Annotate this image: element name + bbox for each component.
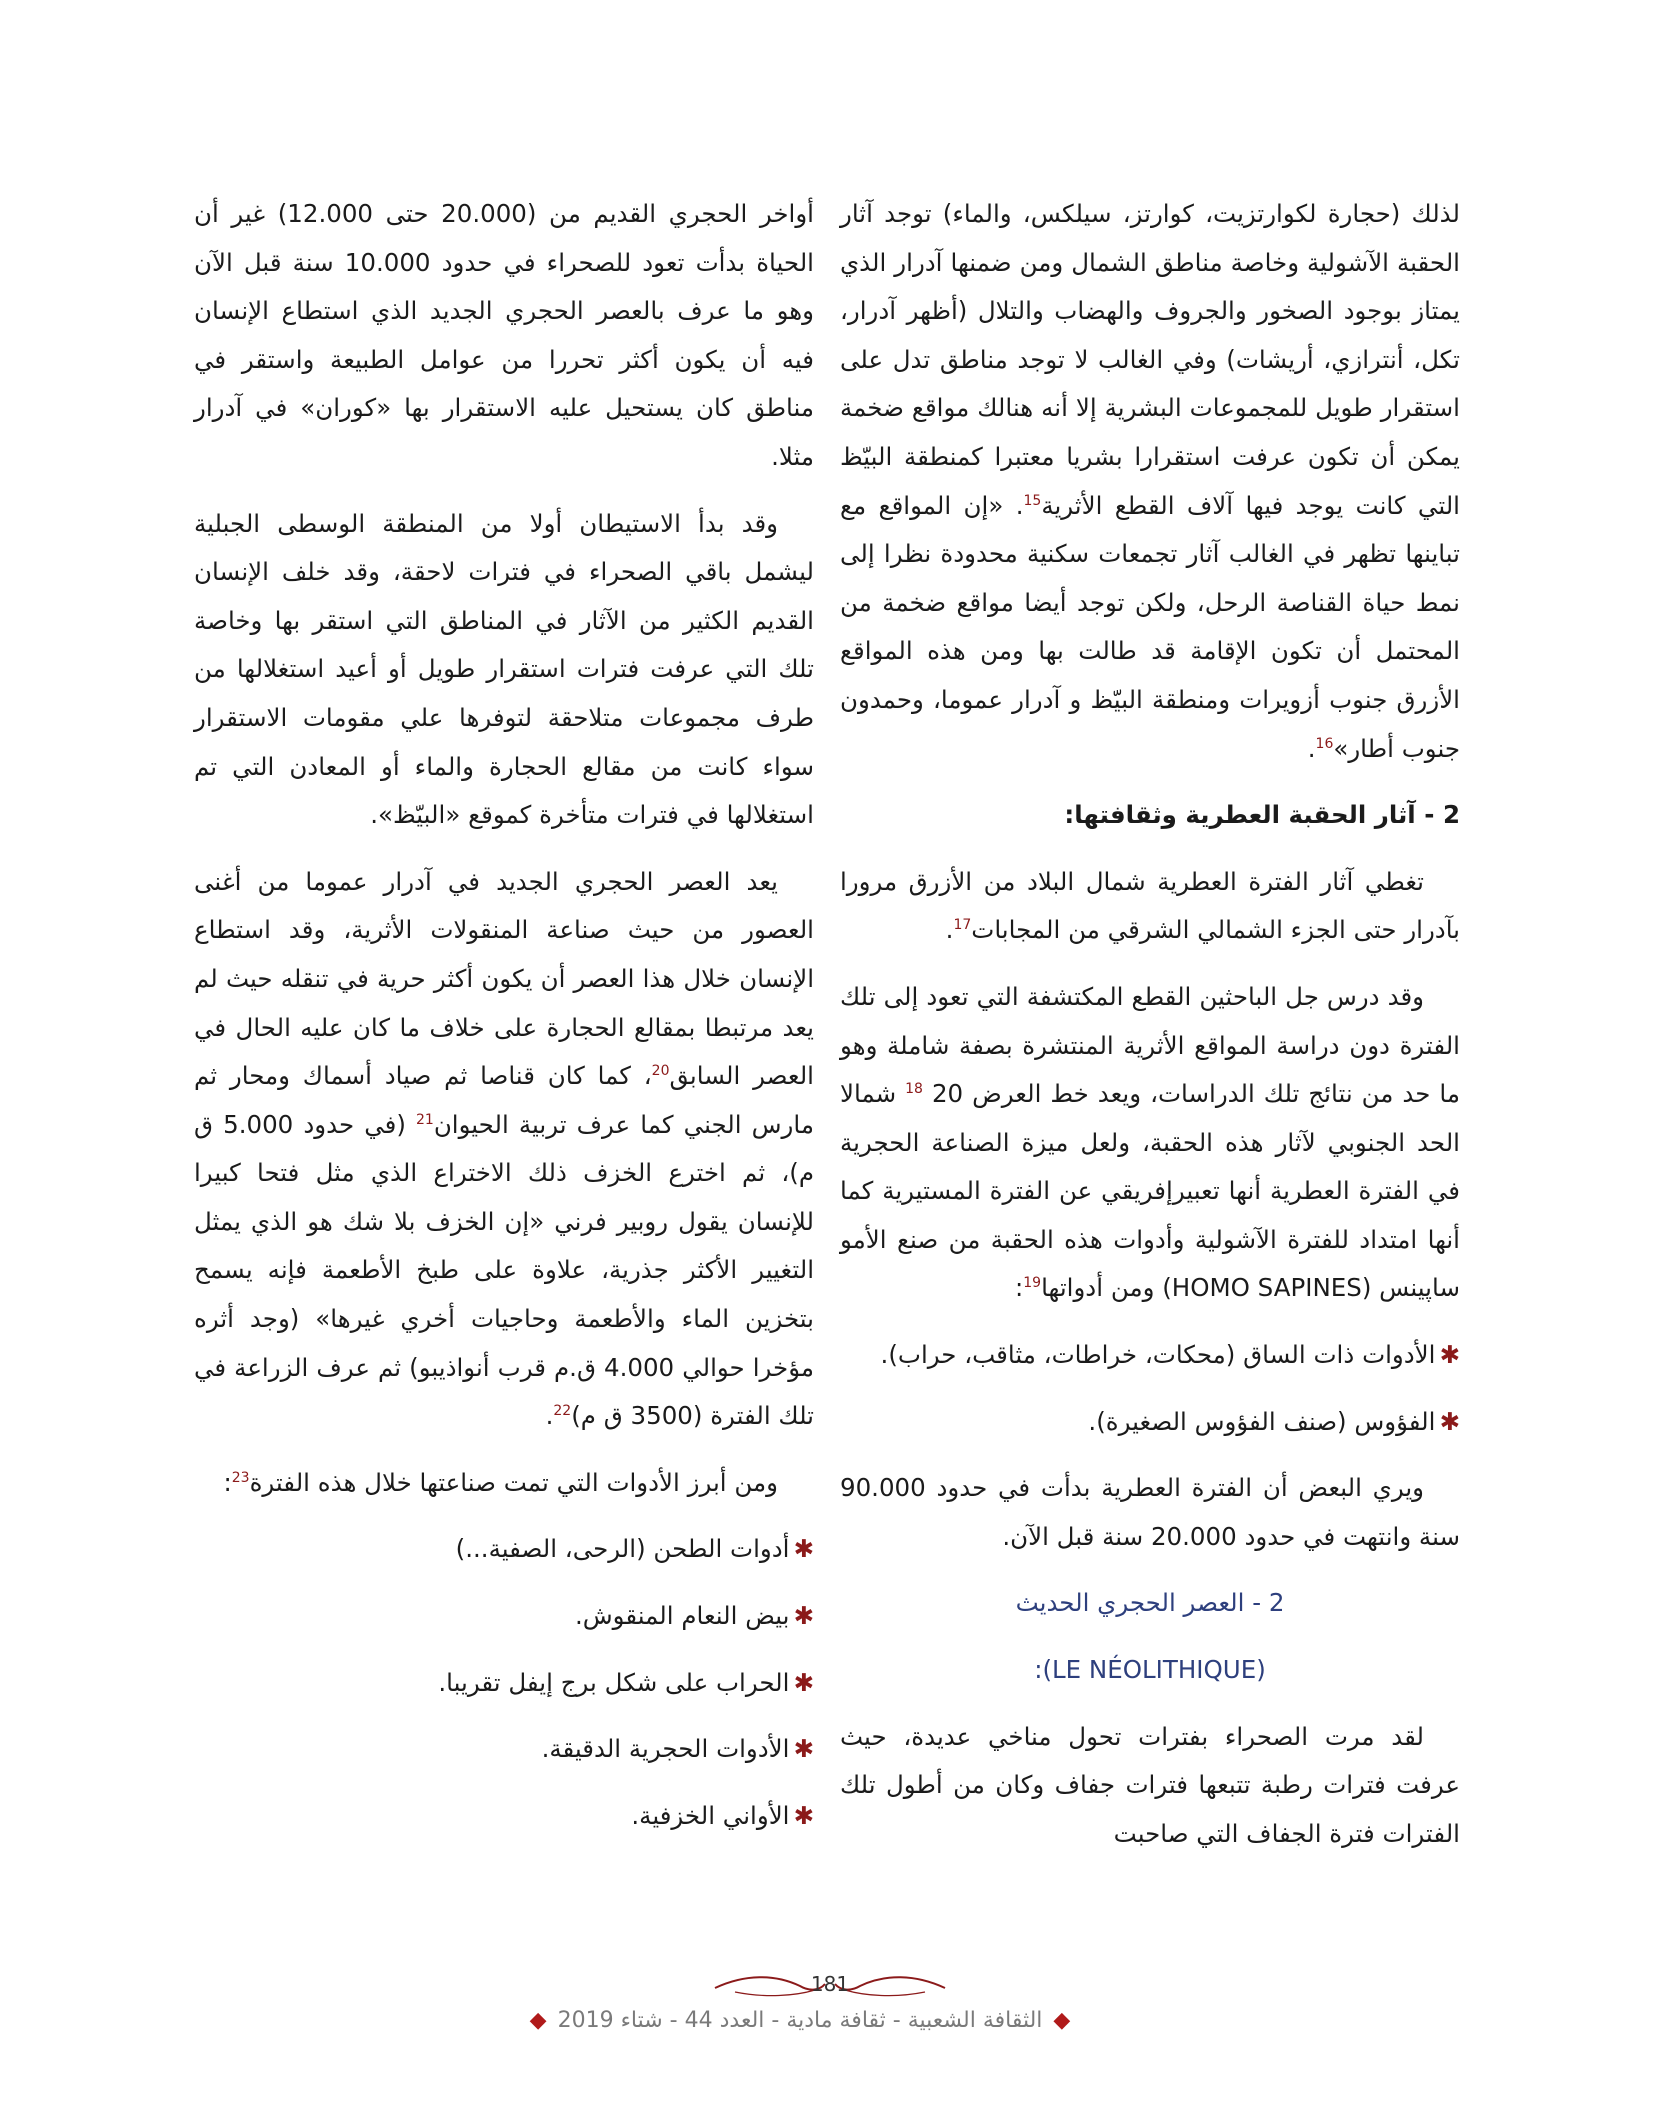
left-column [194, 190, 814, 1858]
paragraph-text: يعد العصر الحجري الجديد في آدرار عموما من أغنى العصور من حيث صناعة المنقولات الأثرية، وقد استطاع الإنسان خلال هذا العصر أن يكون أكثر حرية في تنقله حيث لم يعد مرتبطا بمقالع الحجارة على خلاف ما كان عليه الحال في العصر السابق [194, 866, 814, 1091]
paragraph-text: تغطي آثار الفترة العطرية شمال البلاد من الأزرق مرورا بآدرار حتى الجزء الشمالي الشرقي من المجابات [840, 866, 1460, 945]
paragraph-text: . [945, 915, 954, 945]
journal-footer [440, 2008, 1160, 2033]
list-item [840, 1331, 1460, 1380]
paragraph-text: : [223, 1467, 232, 1497]
diamond-ornament-icon: ◆ [529, 2008, 547, 2033]
page-number: 181 [810, 1972, 850, 1996]
diamond-ornament-icon: ◆ [1053, 2008, 1071, 2033]
footnote-ref: 22 [553, 1403, 572, 1420]
list-item [194, 1525, 814, 1574]
list-item [194, 1592, 814, 1641]
list-item [194, 1659, 814, 1708]
paragraph [194, 1459, 814, 1508]
footnote-ref: 16 [1315, 735, 1334, 752]
subsection-heading: 2 - العصر الحجري الحديث [1015, 1588, 1285, 1618]
journal-line: الثقافة الشعبية - ثقافة مادية - العدد 44 - شتاء 2019 [557, 2008, 1043, 2033]
asterisk-icon: ✱ [793, 1601, 814, 1631]
paragraph: لقد مرت الصحراء بفترات تحول مناخي عديدة، حيث عرفت فترات رطبة تتبعها فترات جفاف وكان من أطول تلك الفترات فترة الجفاف التي صاحبت [840, 1721, 1460, 1848]
paragraph-text: . «إن المواقع مع تباينها تظهر في الغالب آثار تجمعات سكنية محدودة نظرا إلى نمط حياة القناصة الرحل، ولكن توجد أيضا مواقع ضخمة من المحتمل أن تكون الإقامة قد طالت بها ومن هذه المواقع الأزرق جنوب أزويرات ومنطقة البيّظ و آدرار عموما، وحمدون جنوب أطار» [840, 490, 1460, 763]
footnote-ref: 20 [651, 1062, 670, 1079]
paragraph-text: : [1015, 1273, 1024, 1303]
section-heading: 2 - آثار الحقبة العطرية وثقافتها: [1064, 800, 1460, 830]
footnote-ref: 18 [905, 1080, 923, 1097]
footnote-ref: 17 [953, 917, 972, 934]
paragraph: وقد بدأ الاستيطان أولا من المنطقة الوسطى الجبلية ليشمل باقي الصحراء في فترات لاحقة، وقد خلف الإنسان القديم الكثير من الآثار في المناطق التي استقر بها وخاصة تلك التي عرفت فترات استقرار طويل أو أعيد استغلالها من طرف مجموعات متلاحقة لتوفرها علي مقومات الاستقرار سواء كانت من مقالع الحجارة والماء أو المعادن التي تم استغلالها في فترات متأخرة كموقع «البيّظ». [194, 508, 814, 830]
asterisk-icon: ✱ [1439, 1406, 1460, 1436]
paragraph: ويري البعض أن الفترة العطرية بدأت في حدود 90.000 سنة وانتهت في حدود 20.000 سنة قبل الآن. [840, 1473, 1460, 1551]
right-column [840, 190, 1460, 1876]
asterisk-icon: ✱ [793, 1667, 814, 1697]
paragraph [194, 858, 814, 1441]
paragraph-text: . [545, 1401, 554, 1431]
asterisk-icon: ✱ [793, 1800, 814, 1830]
paragraph-text: . [1307, 733, 1316, 763]
paragraph-text: وقد درس جل الباحثين القطع المكتشفة التي تعود إلى تلك الفترة دون دراسة المواقع الأثرية المنتشرة بصفة شاملة وهو ما حد من نتائج تلك الدراسات، ويعد خط العرض 20 [840, 981, 1460, 1109]
list-item-text: الحراب على شكل برج إيفل تقريبا. [438, 1667, 790, 1697]
footnote-ref: 23 [231, 1469, 250, 1486]
paragraph-text: شمالا الحد الجنوبي لآثار هذه الحقبة، ولعل ميزة الصناعة الحجرية في الفترة العطرية أنها تعبيرإفريقي عن الفترة المستيرية كما أنها امتداد للفترة الآشولية وأدوات هذه الحقبة من صنع الأمو ساپينس (HOMO SAPINES) ومن أدواتها [840, 1079, 1460, 1303]
paragraph: أواخر الحجري القديم من (20.000 حتى 12.000) غير أن الحياة بدأت تعود للصحراء في حدود 10.000 سنة قبل الآن وهو ما عرف بالعصر الحجري الجديد الذي استطاع الإنسان فيه أن يكون أكثر تحررا من عوامل الطبيعة واستقر في مناطق كان يستحيل عليه الاستقرار بها «كوران» في آدرار مثلا. [194, 199, 814, 471]
list-item-text: الأدوات الحجرية الدقيقة. [541, 1734, 790, 1764]
paragraph-text: ومن أبرز الأدوات التي تمت صناعتها خلال هذه الفترة [249, 1467, 778, 1497]
list-item [840, 1398, 1460, 1447]
asterisk-icon: ✱ [1439, 1340, 1460, 1370]
asterisk-icon: ✱ [793, 1734, 814, 1764]
list-item [194, 1725, 814, 1774]
subsection-heading-latin: :(LE NÉOLITHIQUE) [1034, 1655, 1266, 1685]
paragraph-text: ، كما كان قناصا ثم صياد أسماك ومحار ثم مارس الجني كما عرف تربية الحيوان [194, 1061, 814, 1139]
paragraph [840, 858, 1460, 955]
list-item-text: أدوات الطحن (الرحى، الصفية...) [455, 1534, 790, 1564]
list-item-text: الأواني الخزفية. [631, 1800, 790, 1830]
footnote-ref: 21 [415, 1111, 434, 1128]
footnote-ref: 15 [1023, 492, 1042, 509]
footnote-ref: 19 [1023, 1275, 1042, 1292]
paragraph-text: (في حدود 5.000 ق م)، ثم اخترع الخزف ذلك الاختراع الذي مثل فتحا كبيرا للإنسان يقول روبير فرني «إن الخزف بلا شك هو الذي يمثل التغيير الأكثر جذرية، علاوة على طبخ الأطعمة فإنه يسمح بتخزين الماء والأطعمة وحاجيات أخري غيرها» (وجد أثره مؤخرا حوالي 4.000 ق.م قرب أنواذيبو) ثم عرف الزراعة في تلك الفترة (3500 ق م) [194, 1109, 814, 1431]
asterisk-icon: ✱ [793, 1534, 814, 1564]
paragraph [840, 973, 1460, 1313]
paragraph-text: لذلك (حجارة لكوارتزيت، كوارتز، سيلكس، والماء) توجد آثار الحقبة الآشولية وخاصة مناطق الشمال ومن ضمنها آدرار الذي يمتاز بوجود الصخور والجروف والهضاب والتلال (أظهر آدرار، تكل، أنترازي، أريشات) وفي الغالب لا توجد مناطق تدل على استقرار طويل للمجموعات البشرية إلا أنه هنالك مواقع ضخمة يمكن أن تكون عرفت استقرارا بشريا معتبرا كمنطقة البيّظ التي كانت يوجد فيها آلاف القطع الأثرية [840, 199, 1460, 520]
paragraph [840, 190, 1460, 773]
list-item-text: بيض النعام المنقوش. [574, 1601, 790, 1631]
list-item-text: الأدوات ذات الساق (محكات، خراطات، مثاقب، حراب). [880, 1340, 1436, 1370]
list-item [194, 1792, 814, 1841]
page-footer [0, 1970, 1654, 2060]
list-item-text: الفؤوس (صنف الفؤوس الصغيرة). [1088, 1406, 1436, 1436]
